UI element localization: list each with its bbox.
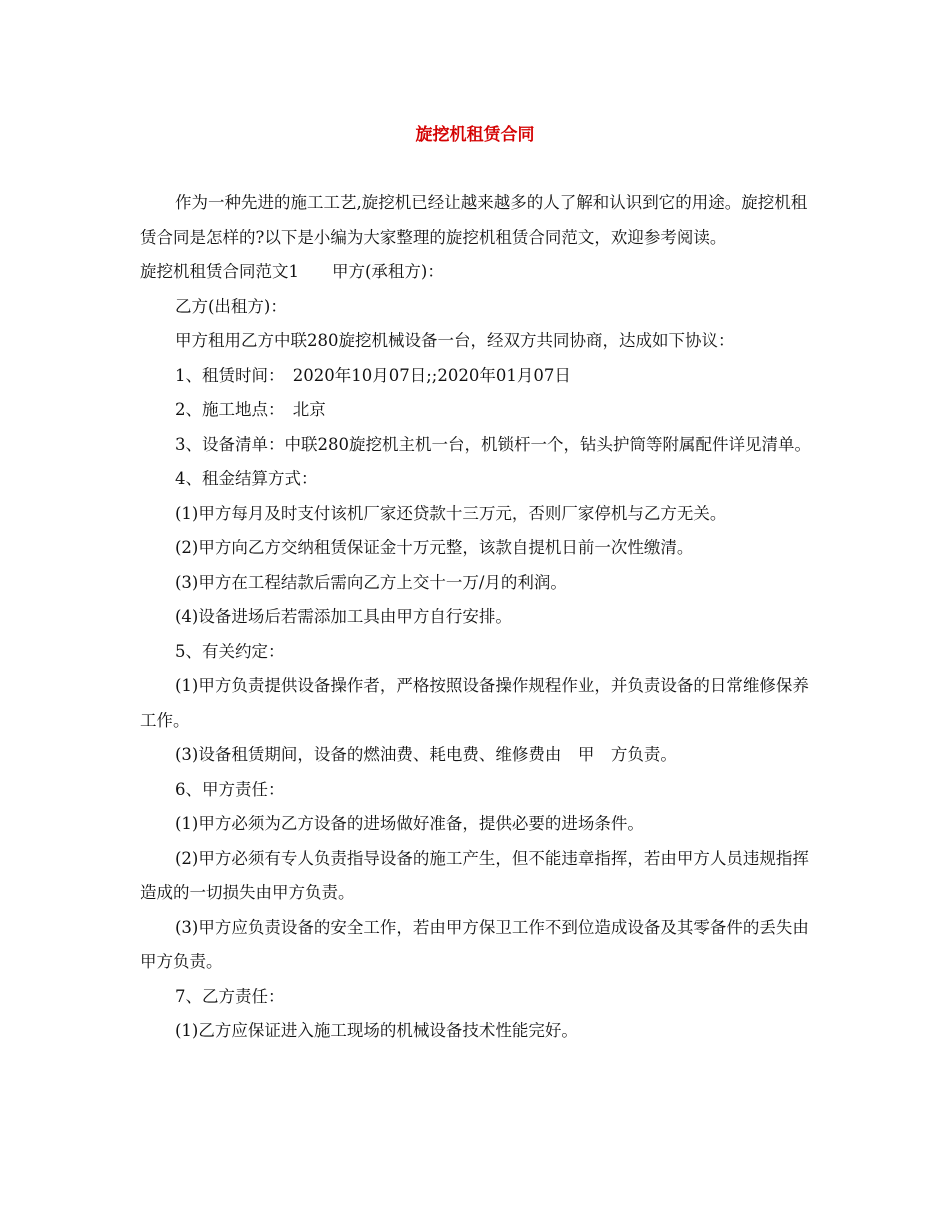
paragraph-party-b: 乙方(出租方)： — [175, 296, 287, 316]
paragraph-sample-heading: 旋挖机租赁合同范文1 甲方(承租方)： — [140, 262, 444, 281]
paragraph-rent-2: (2)甲方向乙方交纳租赁保证金十万元整，该款自提机日前一次性缴清。 — [175, 538, 694, 557]
paragraph-site: 2、施工地点： 北京 — [175, 400, 326, 419]
paragraph-agreements: 5、有关约定： — [175, 641, 285, 661]
paragraph-party-b-1: (1)乙方应保证进入施工现场的机械设备技术性能完好。 — [175, 1021, 578, 1040]
paragraph-party-b-duties: 7、乙方责任： — [175, 986, 285, 1006]
document-body — [140, 186, 820, 1049]
document-title: 旋挖机租赁合同 — [415, 125, 535, 145]
paragraph-party-a-1: (1)甲方必须为乙方设备的进场做好准备，提供必要的进场条件。 — [175, 814, 644, 833]
paragraph-agreement: 甲方租用乙方中联280旋挖机械设备一台，经双方共同协商，达成如下协议： — [175, 331, 735, 350]
paragraph-rent-1: (1)甲方每月及时支付该机厂家还贷款十三万元，否则厂家停机与乙方无关。 — [175, 503, 727, 523]
paragraph-intro: 作为一种先进的施工工艺,旋挖机已经让越来越多的人了解和认识到它的用途。旋挖机租赁合同是怎样的?以下是小编为大家整理的旋挖机租赁合同范文，欢迎参考阅读。 — [140, 193, 808, 247]
paragraph-rent-3: (3)甲方在工程结款后需向乙方上交十一万/月的利润。 — [175, 572, 567, 592]
paragraph-equipment-list: 3、设备清单：中联280旋挖机主机一台，机锁杆一个，钻头护筒等附属配件详见清单。 — [175, 434, 811, 454]
paragraph-agreement-3: (3)设备租赁期间，设备的燃油费、耗电费、维修费由 甲 方负责。 — [175, 745, 677, 764]
paragraph-rent-settlement: 4、租金结算方式： — [175, 469, 318, 488]
paragraph-party-a-2: (2)甲方必须有专人负责指导设备的施工产生，但不能违章指挥，若由甲方人员违规指挥造成的一切损失由甲方负责。 — [140, 848, 809, 902]
paragraph-party-a-duties: 6、甲方责任： — [175, 779, 285, 799]
paragraph-agreement-1: (1)甲方负责提供设备操作者，严格按照设备操作规程作业，并负责设备的日常维修保养工作。 — [140, 676, 809, 730]
paragraph-party-a-3: (3)甲方应负责设备的安全工作，若由甲方保卫工作不到位造成设备及其零备件的丢失由甲方负责。 — [140, 917, 809, 971]
paragraph-lease-term: 1、租赁时间： 2020年10月07日;;2020年01月07日 — [175, 365, 571, 385]
paragraph-rent-4: (4)设备进场后若需添加工具由甲方自行安排。 — [175, 607, 512, 626]
